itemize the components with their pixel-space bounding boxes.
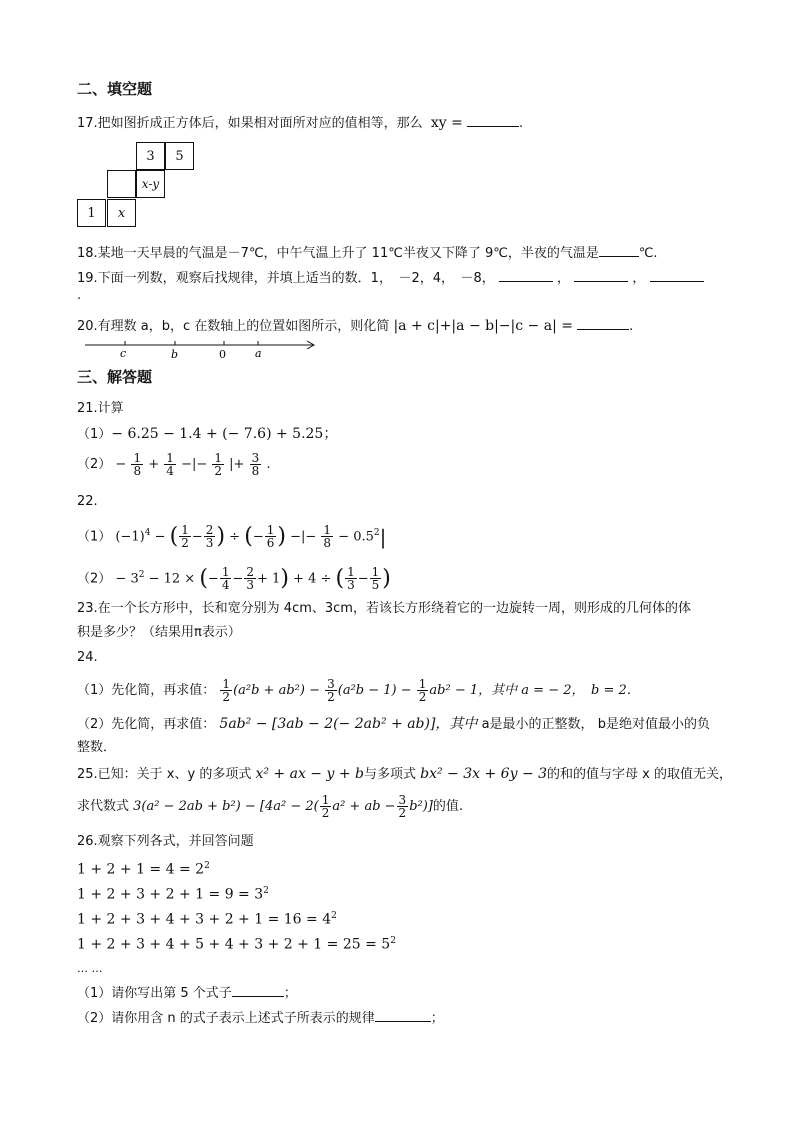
q25-expr-c: b²)] — [409, 799, 433, 814]
label-0: 0 — [219, 348, 226, 361]
q22-p1-label: （1） — [77, 529, 112, 545]
q25-text2: 的和的值与字母 x 的取值无关， — [547, 767, 732, 782]
q25-line2: 求代数式 3(a² − 2ab + b²) − [4a² − 2( $\frac{1}{2}$ a² + ab − $\frac{3}{2}$ b²)]的值. — [77, 793, 464, 820]
q24-part2 — [77, 716, 710, 733]
question-17 — [77, 113, 523, 132]
q25-expr-b: a² + ab − — [332, 799, 396, 814]
q26-title: 26.观察下列各式，并回答问题 — [77, 834, 254, 849]
q21-p1-label: （1） — [77, 427, 112, 442]
q22-p1-e-sup: 2 — [373, 528, 380, 538]
q21-end: . — [266, 457, 271, 472]
q19-sep-2: ， — [632, 271, 646, 286]
q18-end: ℃. — [638, 246, 658, 261]
q19-blank-3[interactable] — [650, 268, 704, 282]
label-c: c — [120, 347, 127, 360]
net-cell-empty-1 — [107, 170, 136, 198]
q22-p1-e: − 0.5 — [338, 529, 374, 545]
q22-p2-c: + 4 ÷ — [293, 571, 332, 587]
q22-part2: $(2) - 3^2 - 12$ × (− $\frac{1}{4}$ − $\frac{2}{3}$ + 1) + 4 ÷ ( $\frac{1}{3}$ − $\frac{1}{5}$ ) — [77, 565, 391, 593]
q24-p2-label: （2）先化简，再求值： — [77, 717, 216, 732]
q19-blank-2[interactable] — [574, 268, 628, 282]
q26-p1-end: ； — [283, 986, 297, 1001]
q24-title: 24. — [77, 650, 98, 665]
q26-p1-blank[interactable] — [232, 983, 284, 997]
net-cell-3: 3 — [136, 142, 165, 170]
q25-line1 — [77, 766, 732, 783]
q17-answer-blank[interactable] — [467, 113, 519, 127]
q22-p2-a-sup: 2 — [138, 570, 145, 580]
q26-p2-end: ； — [430, 1011, 444, 1026]
frac-3-8: $\frac{3}{8}$ — [251, 451, 260, 478]
q26-p2-text: （2）请你用含 n 的式子表示上述式子所表示的规律 — [77, 1011, 375, 1026]
q24-p1-expr2: (a²b − 1) − — [337, 683, 412, 698]
number-line — [85, 338, 320, 362]
section-title-solve: 三、解答题 — [77, 368, 153, 386]
q22-p1-abs: −|− — [290, 529, 317, 545]
frac-1-4: $\frac{1}{4}$ — [166, 451, 174, 478]
q20-text: 20.有理数 a，b，c 在数轴上的位置如图所示，则化简 — [77, 319, 390, 334]
label-b: b — [171, 348, 179, 361]
q26-p1-text: （1）请你写出第 5 个式子 — [77, 986, 232, 1001]
section-title-fill-blank: 二、填空题 — [77, 80, 153, 98]
q26-row-1: $1 + 2 + 1 = 4 = 2^2$ — [77, 861, 210, 878]
q25-poly1: x² + ax − y + b — [255, 766, 364, 782]
q19-line2: . — [77, 288, 82, 303]
q24-p2-cond1: a是最小的正整数， — [481, 717, 594, 732]
q21-plus: + — [148, 457, 160, 472]
question-19 — [77, 268, 704, 287]
q20-expr: |a + c|+|a − b|−|c − a| = — [393, 318, 573, 334]
q23-line2: 积是多少？（结果用π表示） — [77, 625, 241, 640]
q21-p1-expr: − 6.25 − 1.4 + (− 7.6) + 5.25； — [111, 426, 338, 442]
q23-line1: 23.在一个长方形中，长和宽分别为 4cm、3cm，若该长方形绕着它的一边旋转一周，则形成的几何体的体 — [77, 601, 691, 616]
q22-part1: （1） $(-1)^4$ − ( $\frac{1}{2}$ − $\frac{2}{3}$ ) ÷ (− $\frac{1}{6}$ ) −|− $\frac{1}{8}$ − $0.5^2|$ — [77, 523, 387, 551]
label-a: a — [255, 347, 262, 360]
q21-minus: − — [115, 457, 127, 472]
q19-sep-1: ， — [557, 271, 571, 286]
q21-part2 — [77, 450, 271, 480]
net-cell-5: 5 — [165, 142, 194, 170]
q17-expr: xy = — [430, 115, 463, 131]
q24-part1: （1）先化简，再求值： $\frac{1}{2}$ (a²b + ab²) − $\frac{3}{2}$ (a²b − 1) − $\frac{1}{2}$ ab² − 1，其中 a = − 2， b = 2． — [77, 677, 640, 704]
q25-poly2: bx² − 3x + 6y − 3 — [420, 766, 548, 782]
q24-p1-vals: a = − 2， b = 2． — [521, 683, 640, 698]
q22-p1-a-sup: 4 — [144, 528, 151, 538]
q24-p1-label: （1）先化简，再求值： — [77, 683, 216, 698]
q24-p2-cond2: b是绝对值最小的负 — [597, 717, 710, 732]
question-18 — [77, 243, 658, 262]
q19-text: 19.下面一列数，观察后找规律，并填上适当的数．1， －2，4， －8， — [77, 271, 495, 286]
q21-part1 — [77, 426, 337, 443]
q22-p2-b: − 12 × — [148, 571, 196, 587]
q26-row-3: $1 + 2 + 3 + 4 + 3 + 2 + 1 = 16 = 4^2$ — [77, 911, 337, 928]
q26-p2-blank[interactable] — [375, 1008, 431, 1022]
q22-p1-a: (−1) — [115, 529, 145, 545]
q17-text: 17.把如图折成正方体后，如果相对面所对应的值相等，那么 — [77, 116, 423, 131]
q24-p2-expr: 5ab² − [3ab − 2(− 2ab² + ab)]，其中 — [219, 716, 478, 732]
q22-p2-label: （2） — [77, 571, 112, 587]
q24-p1-expr: (a²b + ab²) − — [233, 683, 320, 698]
q21-abs-close: |+ — [229, 457, 245, 472]
q22-p1-div: ÷ — [229, 529, 241, 545]
q18-text: 18.某地一天早晨的气温是－7℃，中午气温上升了 11℃半夜又下降了 9℃，半夜的气温是 — [77, 246, 599, 261]
q25-expr-a: 3(a² − 2ab + b²) − [4a² − 2( — [133, 799, 319, 814]
q18-answer-blank[interactable] — [599, 243, 639, 257]
q24-p1-expr3: ab² − 1，其中 — [429, 683, 518, 698]
q25-line2a: 求代数式 — [77, 799, 130, 814]
q22-p1-abs-close: | — [379, 524, 387, 549]
q21-abs-open: −|− — [181, 457, 208, 472]
q20-end: . — [629, 319, 634, 334]
q25-text1: 25.已知：关于 x、y 的多项式 — [77, 767, 252, 782]
q26-row-4: $1 + 2 + 3 + 4 + 5 + 4 + 3 + 2 + 1 = 25 = 5^2$ — [77, 936, 396, 953]
q26-row-2: $1 + 2 + 3 + 2 + 1 = 9 = 3^2$ — [77, 886, 269, 903]
net-cell-1: 1 — [77, 199, 106, 227]
q25-mid: 与多项式 — [363, 767, 416, 782]
q22-p2-a: − 3 — [115, 571, 139, 587]
question-20 — [77, 316, 633, 335]
q25-end: 的值. — [432, 799, 464, 814]
q26-ellipsis: … … — [77, 962, 103, 975]
q19-blank-1[interactable] — [499, 268, 553, 282]
q17-end: . — [518, 116, 524, 131]
net-cell-x: x — [107, 199, 136, 227]
q22-title: 22. — [77, 494, 98, 509]
q26-part1 — [77, 983, 297, 1002]
q26-part2 — [77, 1008, 444, 1027]
q24-part2-line2: 整数． — [77, 740, 117, 755]
frac-1-2: $\frac{1}{2}$ — [214, 451, 223, 478]
q22-p1-b: − — [154, 529, 166, 545]
net-cell-x-minus-y: x-y — [136, 170, 165, 198]
q20-answer-blank[interactable] — [577, 316, 629, 330]
q21-title: 21.计算 — [77, 401, 124, 416]
frac-1-8: $\frac{1}{8}$ — [133, 451, 142, 478]
q21-p2-label: （2） — [77, 457, 112, 472]
